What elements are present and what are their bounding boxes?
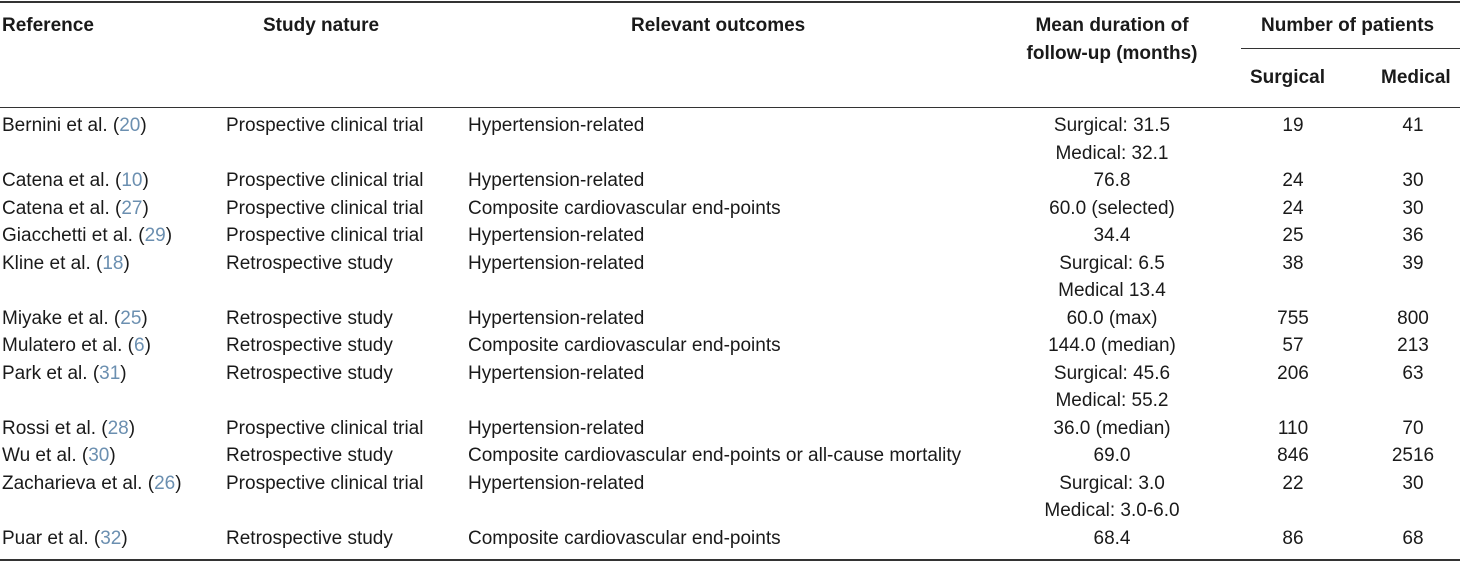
table-row-reference [2,415,135,442]
table-row-medical: 68 [1402,527,1424,549]
table-row-medical: 63 [1402,362,1424,384]
citation-link[interactable]: 25 [120,307,142,329]
table-row-surgical: 24 [1282,170,1304,191]
reference-close-paren: ) [128,417,136,439]
citation-link[interactable]: 30 [88,445,110,466]
table-row-duration: Surgical: 31.5 [1053,115,1171,136]
table-row-surgical: 38 [1282,252,1304,274]
table-row-duration: Surgical: 45.6 [1053,362,1171,384]
table-row-duration: Surgical: 3.0 [1059,472,1165,494]
table-row-outcome: Composite cardiovascular end-points [468,335,781,356]
table-row-study-nature: Retrospective study [226,307,393,329]
table-row-duration: 60.0 (max) [1066,307,1158,329]
citation-link[interactable]: 31 [99,362,121,384]
table-row-duration: Medical: 32.1 [1055,142,1169,164]
table-row-medical: 39 [1402,252,1424,274]
patients-subheader-rule [1241,48,1460,49]
header-relevant-outcomes: Relevant outcomes [631,15,806,36]
table-top-rule [0,1,1460,3]
table-row-surgical: 25 [1282,225,1304,246]
table-row-duration: 36.0 (median) [1053,417,1171,439]
table-row-study-nature: Prospective clinical trial [226,170,424,191]
table-row-study-nature: Retrospective study [226,527,393,549]
table-row-reference [2,442,116,469]
header-medical: Medical [1381,67,1451,88]
table-row-surgical: 19 [1282,115,1304,136]
table-row-duration: Medical: 55.2 [1055,390,1169,411]
reference-close-paren: ) [120,362,127,384]
table-row-outcome: Hypertension-related [468,252,645,274]
reference-author: Catena et al. ( [2,170,122,191]
reference-author: Puar et al. ( [2,527,101,549]
table-row-study-nature: Prospective clinical trial [226,197,424,219]
table-row-study-nature: Retrospective study [226,335,393,356]
table-row-outcome: Hypertension-related [468,115,645,136]
table-row-reference [2,250,130,277]
header-number-of-patients: Number of patients [1261,15,1435,36]
table-row-duration: 144.0 (median) [1048,335,1176,356]
table-row-outcome: Composite cardiovascular end-points [468,527,781,549]
table-row-reference [2,167,149,194]
table-row-surgical: 86 [1282,527,1304,549]
table-row-duration: Medical 13.4 [1058,280,1166,301]
table-row-outcome: Hypertension-related [468,225,645,246]
table-row-medical: 41 [1402,115,1424,136]
citation-link[interactable]: 28 [107,417,129,439]
table-row-surgical: 110 [1277,417,1309,439]
table-row-study-nature: Retrospective study [226,445,393,466]
table-row-duration: 69.0 [1093,445,1131,466]
header-surgical: Surgical [1250,67,1325,88]
reference-close-paren: ) [141,307,148,329]
table-row-outcome: Hypertension-related [468,472,645,494]
reference-author: Wu et al. ( [2,445,89,466]
table-row-duration: 60.0 (selected) [1049,197,1175,219]
reference-close-paren: ) [123,252,130,274]
citation-link[interactable]: 29 [144,225,166,246]
table-row-duration: 76.8 [1093,170,1131,191]
table-row-study-nature: Prospective clinical trial [226,225,424,246]
reference-author: Catena et al. ( [2,197,122,219]
reference-author: Bernini et al. ( [2,115,120,136]
table-bottom-rule [0,559,1460,561]
reference-close-paren: ) [142,170,149,191]
table-row-medical: 213 [1397,335,1429,356]
reference-close-paren: ) [121,527,128,549]
reference-author: Rossi et al. ( [2,417,108,439]
table-row-medical: 36 [1402,225,1424,246]
table-row-reference [2,195,149,222]
table-row-duration: Surgical: 6.5 [1059,252,1165,274]
citation-link[interactable]: 6 [134,335,145,356]
reference-close-paren: ) [175,472,182,494]
table-row-reference [2,112,147,139]
table-row-reference [2,305,148,332]
citation-link[interactable]: 32 [100,527,122,549]
table-row-medical: 800 [1397,307,1429,329]
table-row-outcome: Composite cardiovascular end-points or all-cause mortality [468,445,962,466]
table-row-reference [2,525,128,552]
header-study-nature: Study nature [263,15,380,36]
table-row-medical: 2516 [1391,445,1435,466]
reference-close-paren: ) [144,335,151,356]
table-row-study-nature: Retrospective study [226,252,393,274]
reference-close-paren: ) [142,197,149,219]
table-row-surgical: 24 [1282,197,1304,219]
table-row-reference [2,360,127,387]
header-mean-duration-line2: follow-up (months) [1026,43,1198,64]
table-row-reference [2,222,172,249]
table-row-surgical: 57 [1282,335,1304,356]
table-row-study-nature: Prospective clinical trial [226,472,424,494]
table-row-study-nature: Retrospective study [226,362,393,384]
table-row-surgical: 22 [1282,472,1304,494]
table-row-surgical: 755 [1277,307,1309,329]
reference-close-paren: ) [165,225,173,246]
table-row-medical: 70 [1402,417,1424,439]
table-row-duration: Medical: 3.0-6.0 [1044,500,1180,521]
reference-close-paren: ) [109,445,116,466]
citation-link[interactable]: 26 [154,472,176,494]
table-row-medical: 30 [1402,197,1424,219]
table-row-reference [2,332,151,359]
header-mean-duration-line1: Mean duration of [1035,15,1189,36]
table-header-rule [0,107,1460,108]
table-row-study-nature: Prospective clinical trial [226,115,424,136]
citation-link[interactable]: 10 [121,170,143,191]
reference-author: Giacchetti et al. ( [2,225,145,246]
table-row-surgical: 846 [1277,445,1309,466]
table-row-outcome: Hypertension-related [468,307,645,329]
header-reference: Reference [2,15,94,36]
reference-author: Miyake et al. ( [2,307,121,329]
table-row-outcome: Hypertension-related [468,170,645,191]
reference-author: Park et al. ( [2,362,100,384]
table-row-surgical: 206 [1277,362,1309,384]
table-row-study-nature: Prospective clinical trial [226,417,424,439]
reference-author: Mulatero et al. ( [2,335,134,356]
reference-author: Zacharieva et al. ( [2,472,155,494]
table-row-duration: 68.4 [1093,527,1131,549]
citation-link[interactable]: 18 [102,252,124,274]
reference-close-paren: ) [140,115,147,136]
table-row-outcome: Composite cardiovascular end-points [468,197,781,219]
citation-link[interactable]: 20 [119,115,141,136]
table-row-medical: 30 [1402,170,1424,191]
table-row-outcome: Hypertension-related [468,362,645,384]
table-row-reference [2,470,182,497]
table-row-medical: 30 [1402,472,1424,494]
citation-link[interactable]: 27 [121,197,143,219]
reference-author: Kline et al. ( [2,252,103,274]
table-row-outcome: Hypertension-related [468,417,645,439]
table-row-duration: 34.4 [1093,225,1131,246]
